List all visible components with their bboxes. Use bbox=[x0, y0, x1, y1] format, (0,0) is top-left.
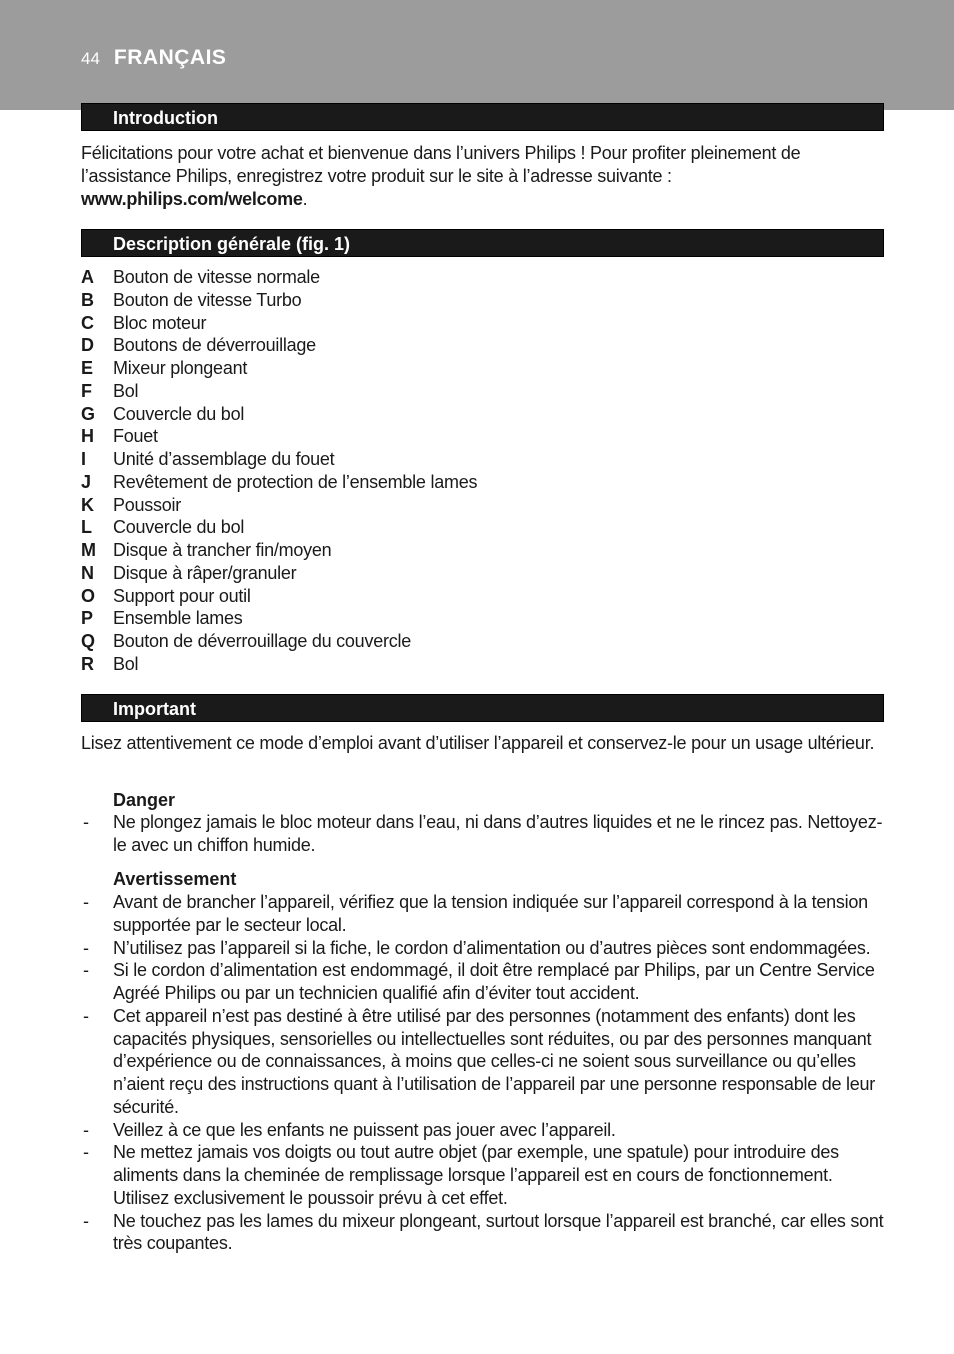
part-item bbox=[81, 334, 477, 357]
part-item bbox=[81, 289, 477, 312]
website-link[interactable]: www.philips.com/welcome bbox=[81, 189, 303, 209]
warning-list bbox=[81, 891, 886, 1255]
part-letter: N bbox=[81, 562, 94, 583]
part-item bbox=[81, 607, 477, 630]
part-label: Couvercle du bol bbox=[113, 517, 245, 538]
part-letter: P bbox=[81, 608, 93, 629]
part-letter: G bbox=[81, 403, 95, 424]
section-bar-introduction bbox=[81, 103, 884, 131]
warning-heading: Avertissement bbox=[113, 869, 237, 889]
bullet-item bbox=[81, 1119, 886, 1142]
part-item bbox=[81, 653, 477, 676]
part-item bbox=[81, 539, 477, 562]
important-intro: Lisez attentivement ce mode d’emploi avant d’utiliser l’appareil et conservez-le pour un usage ultérieur. bbox=[81, 733, 875, 753]
part-letter: A bbox=[81, 267, 94, 287]
bullet-item bbox=[81, 1005, 886, 1119]
part-label: Revêtement de protection de l’ensemble lames bbox=[113, 471, 478, 492]
part-label: Bouton de vitesse normale bbox=[113, 267, 320, 287]
part-item bbox=[81, 425, 477, 448]
introduction-paragraph bbox=[81, 142, 886, 211]
section-title: Description générale (fig. 1) bbox=[113, 234, 351, 254]
part-item bbox=[81, 494, 477, 517]
bullet-dash: - bbox=[83, 1005, 89, 1026]
bullet-dash: - bbox=[83, 960, 89, 981]
part-label: Bouton de déverrouillage du couvercle bbox=[113, 631, 411, 651]
part-letter: E bbox=[81, 358, 93, 378]
part-letter: R bbox=[81, 653, 94, 674]
part-label: Mixeur plongeant bbox=[113, 358, 248, 378]
bullet-text: Ne mettez jamais vos doigts ou tout autre objet (par exemple, une spatule) pour introduire des aliments dans la cheminée de remplissage lorsque l’appareil est en cours de fonctionnement. Utilisez exclusivement le poussoir prévu à cet effet. bbox=[113, 1142, 839, 1208]
section-title: Important bbox=[113, 699, 196, 719]
part-letter: C bbox=[81, 312, 94, 333]
part-label: Support pour outil bbox=[113, 585, 251, 606]
bullet-dash: - bbox=[83, 1119, 89, 1140]
introduction-end: . bbox=[302, 189, 308, 209]
part-letter: J bbox=[81, 471, 91, 492]
part-letter: O bbox=[81, 585, 95, 606]
part-label: Unité d’assemblage du fouet bbox=[113, 449, 335, 469]
part-item bbox=[81, 380, 477, 403]
page-header bbox=[81, 46, 226, 70]
part-letter: H bbox=[81, 426, 94, 447]
part-letter: B bbox=[81, 289, 94, 310]
part-letter: Q bbox=[81, 631, 95, 651]
part-letter: M bbox=[81, 540, 96, 560]
parts-list bbox=[81, 266, 477, 676]
part-label: Boutons de déverrouillage bbox=[113, 335, 316, 356]
bullet-text: Veillez à ce que les enfants ne puissent pas jouer avec l’appareil. bbox=[113, 1119, 616, 1140]
part-label: Disque à râper/granuler bbox=[113, 562, 297, 583]
part-letter: D bbox=[81, 335, 94, 356]
part-item bbox=[81, 585, 477, 608]
part-item bbox=[81, 266, 477, 289]
part-item bbox=[81, 448, 477, 471]
part-letter: L bbox=[81, 517, 92, 538]
language-title: FRANÇAIS bbox=[113, 46, 227, 69]
bullet-dash: - bbox=[83, 937, 89, 958]
bullet-item bbox=[81, 959, 886, 1005]
bullet-text: Cet appareil n’est pas destiné à être utilisé par des personnes (notamment des enfants) dont les capacités physiques, sensorielles ou intellectuelles sont réduites, ou par des personnes manquant d’expérience ou de connaissances, à moins que celles-ci ne soient sous surveillance ou qu’elles n’aient reçu des instructions quant à l’utilisation de l’appareil par une personne responsable de leur sécurité. bbox=[113, 1005, 875, 1117]
bullet-dash: - bbox=[83, 1142, 89, 1163]
danger-list bbox=[81, 811, 886, 857]
part-label: Fouet bbox=[113, 426, 158, 447]
part-letter: K bbox=[81, 494, 94, 515]
part-label: Bol bbox=[113, 380, 139, 401]
bullet-dash: - bbox=[83, 1210, 89, 1231]
bullet-dash: - bbox=[83, 812, 89, 832]
bullet-text: Ne plongez jamais le bloc moteur dans l’eau, ni dans d’autres liquides et ne le rincez pas. Nettoyez-le avec un chiffon humide. bbox=[113, 812, 883, 855]
part-item bbox=[81, 471, 477, 494]
section-title: Introduction bbox=[113, 108, 218, 128]
part-item bbox=[81, 357, 477, 380]
part-letter: I bbox=[81, 449, 86, 469]
bullet-item bbox=[81, 891, 886, 937]
bullet-text: N’utilisez pas l’appareil si la fiche, le cordon d’alimentation ou d’autres pièces sont endommagées. bbox=[113, 937, 871, 958]
bullet-item bbox=[81, 1210, 886, 1256]
bullet-dash: - bbox=[83, 892, 89, 912]
part-label: Bol bbox=[113, 653, 139, 674]
bullet-item bbox=[81, 937, 886, 960]
part-label: Ensemble lames bbox=[113, 608, 243, 629]
part-label: Couvercle du bol bbox=[113, 403, 245, 424]
part-label: Bouton de vitesse Turbo bbox=[113, 289, 302, 310]
bullet-item bbox=[81, 1141, 886, 1209]
part-letter: F bbox=[81, 380, 92, 401]
bullet-text: Avant de brancher l’appareil, vérifiez que la tension indiquée sur l’appareil correspond à la tension supportée par le secteur local. bbox=[113, 892, 868, 935]
part-label: Bloc moteur bbox=[113, 312, 207, 333]
section-bar-description bbox=[81, 229, 884, 257]
part-label: Poussoir bbox=[113, 494, 182, 515]
bullet-text: Ne touchez pas les lames du mixeur plongeant, surtout lorsque l’appareil est branché, car elles sont très coupantes. bbox=[113, 1210, 884, 1254]
introduction-text: Félicitations pour votre achat et bienvenue dans l’univers Philips ! Pour profiter pleinement de l’assistance Philips, enregistrez votre produit sur le site à l’adresse suivante : bbox=[81, 143, 801, 186]
part-item bbox=[81, 312, 477, 335]
bullet-item bbox=[81, 811, 886, 857]
part-item bbox=[81, 562, 477, 585]
page-number: 44 bbox=[81, 49, 100, 68]
part-label: Disque à trancher fin/moyen bbox=[113, 540, 332, 560]
part-item bbox=[81, 403, 477, 426]
bullet-text: Si le cordon d’alimentation est endommagé, il doit être remplacé par Philips, par un Centre Service Agréé Philips ou par un technicien qualifié afin d’éviter tout accident. bbox=[113, 960, 875, 1003]
danger-heading: Danger bbox=[113, 790, 176, 810]
section-bar-important bbox=[81, 694, 884, 722]
part-item bbox=[81, 516, 477, 539]
part-item bbox=[81, 630, 477, 653]
